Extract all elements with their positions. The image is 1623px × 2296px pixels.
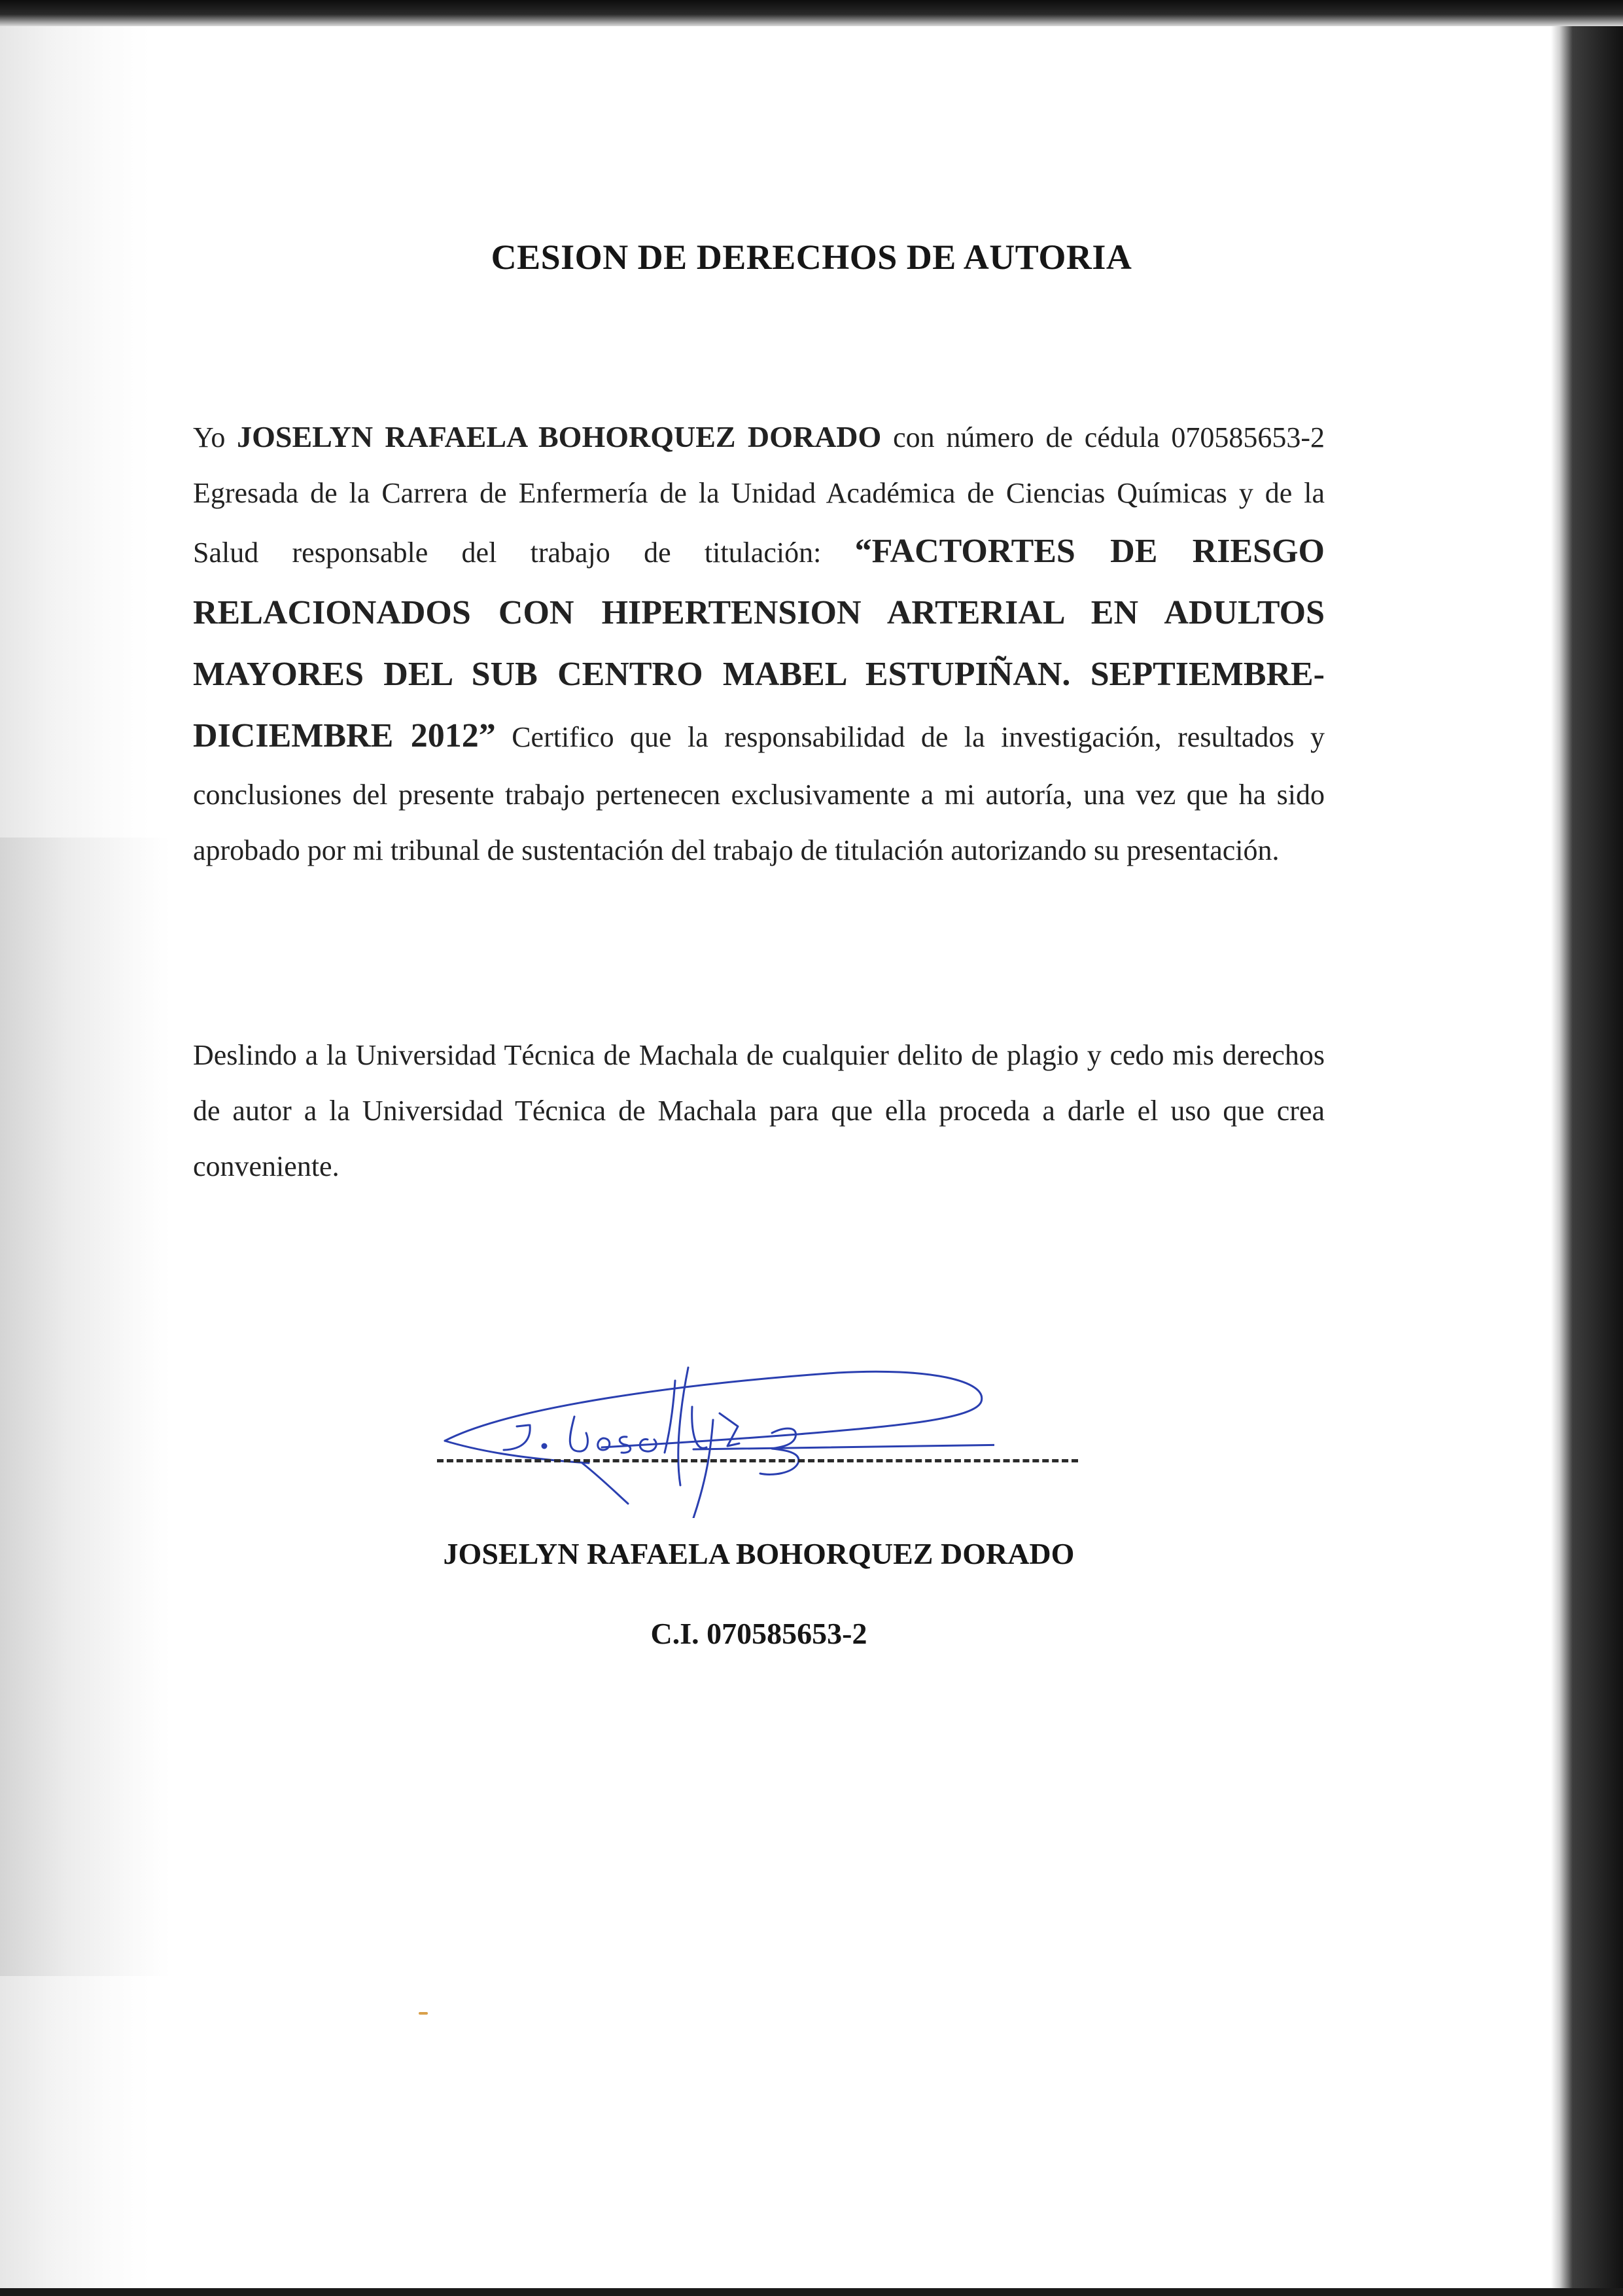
signature-line bbox=[437, 1459, 1078, 1462]
rights-transfer-paragraph: Deslindo a la Universidad Técnica de Machala de cualquier delito de plagio y cedo mis derechos de autor a la Universidad Técnica de Machala para que ella proceda a darle el uso que crea conveniente. bbox=[193, 1039, 1325, 1182]
thesis-title: “FACTORTES DE RIESGO RELACIONADOS CON HIPERTENSION ARTERIAL EN ADULTOS MAYORES DEL SUB CENTRO MABEL ESTUPIÑAN. SEPTIEMBRE-DICIEMBRE 2012” bbox=[193, 533, 1325, 754]
document-title: CESION DE DERECHOS DE AUTORIA bbox=[491, 238, 1132, 277]
paragraph-lead: Yo bbox=[193, 421, 226, 453]
signer-id: C.I. 070585653-2 bbox=[650, 1617, 867, 1650]
author-name: JOSELYN RAFAELA BOHORQUEZ DORADO bbox=[237, 420, 882, 453]
signer-name: JOSELYN RAFAELA BOHORQUEZ DORADO bbox=[443, 1537, 1075, 1570]
declaration-paragraph bbox=[193, 409, 1325, 878]
paragraph-text-after-name: con número de cédula 070585653-2 Egresada de la Carrera de Enfermería de la Unidad Académica de Ciencias Químicas y de la Salud responsable del trabajo de titulación: bbox=[193, 421, 1325, 569]
paragraph-text-after-title: Certifico que la responsabilidad de la investigación, resultados y conclusiones del presente trabajo pertenecen exclusivamente a mi autoría, una vez que ha sido aprobado por mi tribunal de sustentación del trabajo de titulación autorizando su presentación. bbox=[193, 721, 1325, 866]
handwritten-signature bbox=[432, 1328, 994, 1518]
scan-speck bbox=[419, 2012, 428, 2015]
